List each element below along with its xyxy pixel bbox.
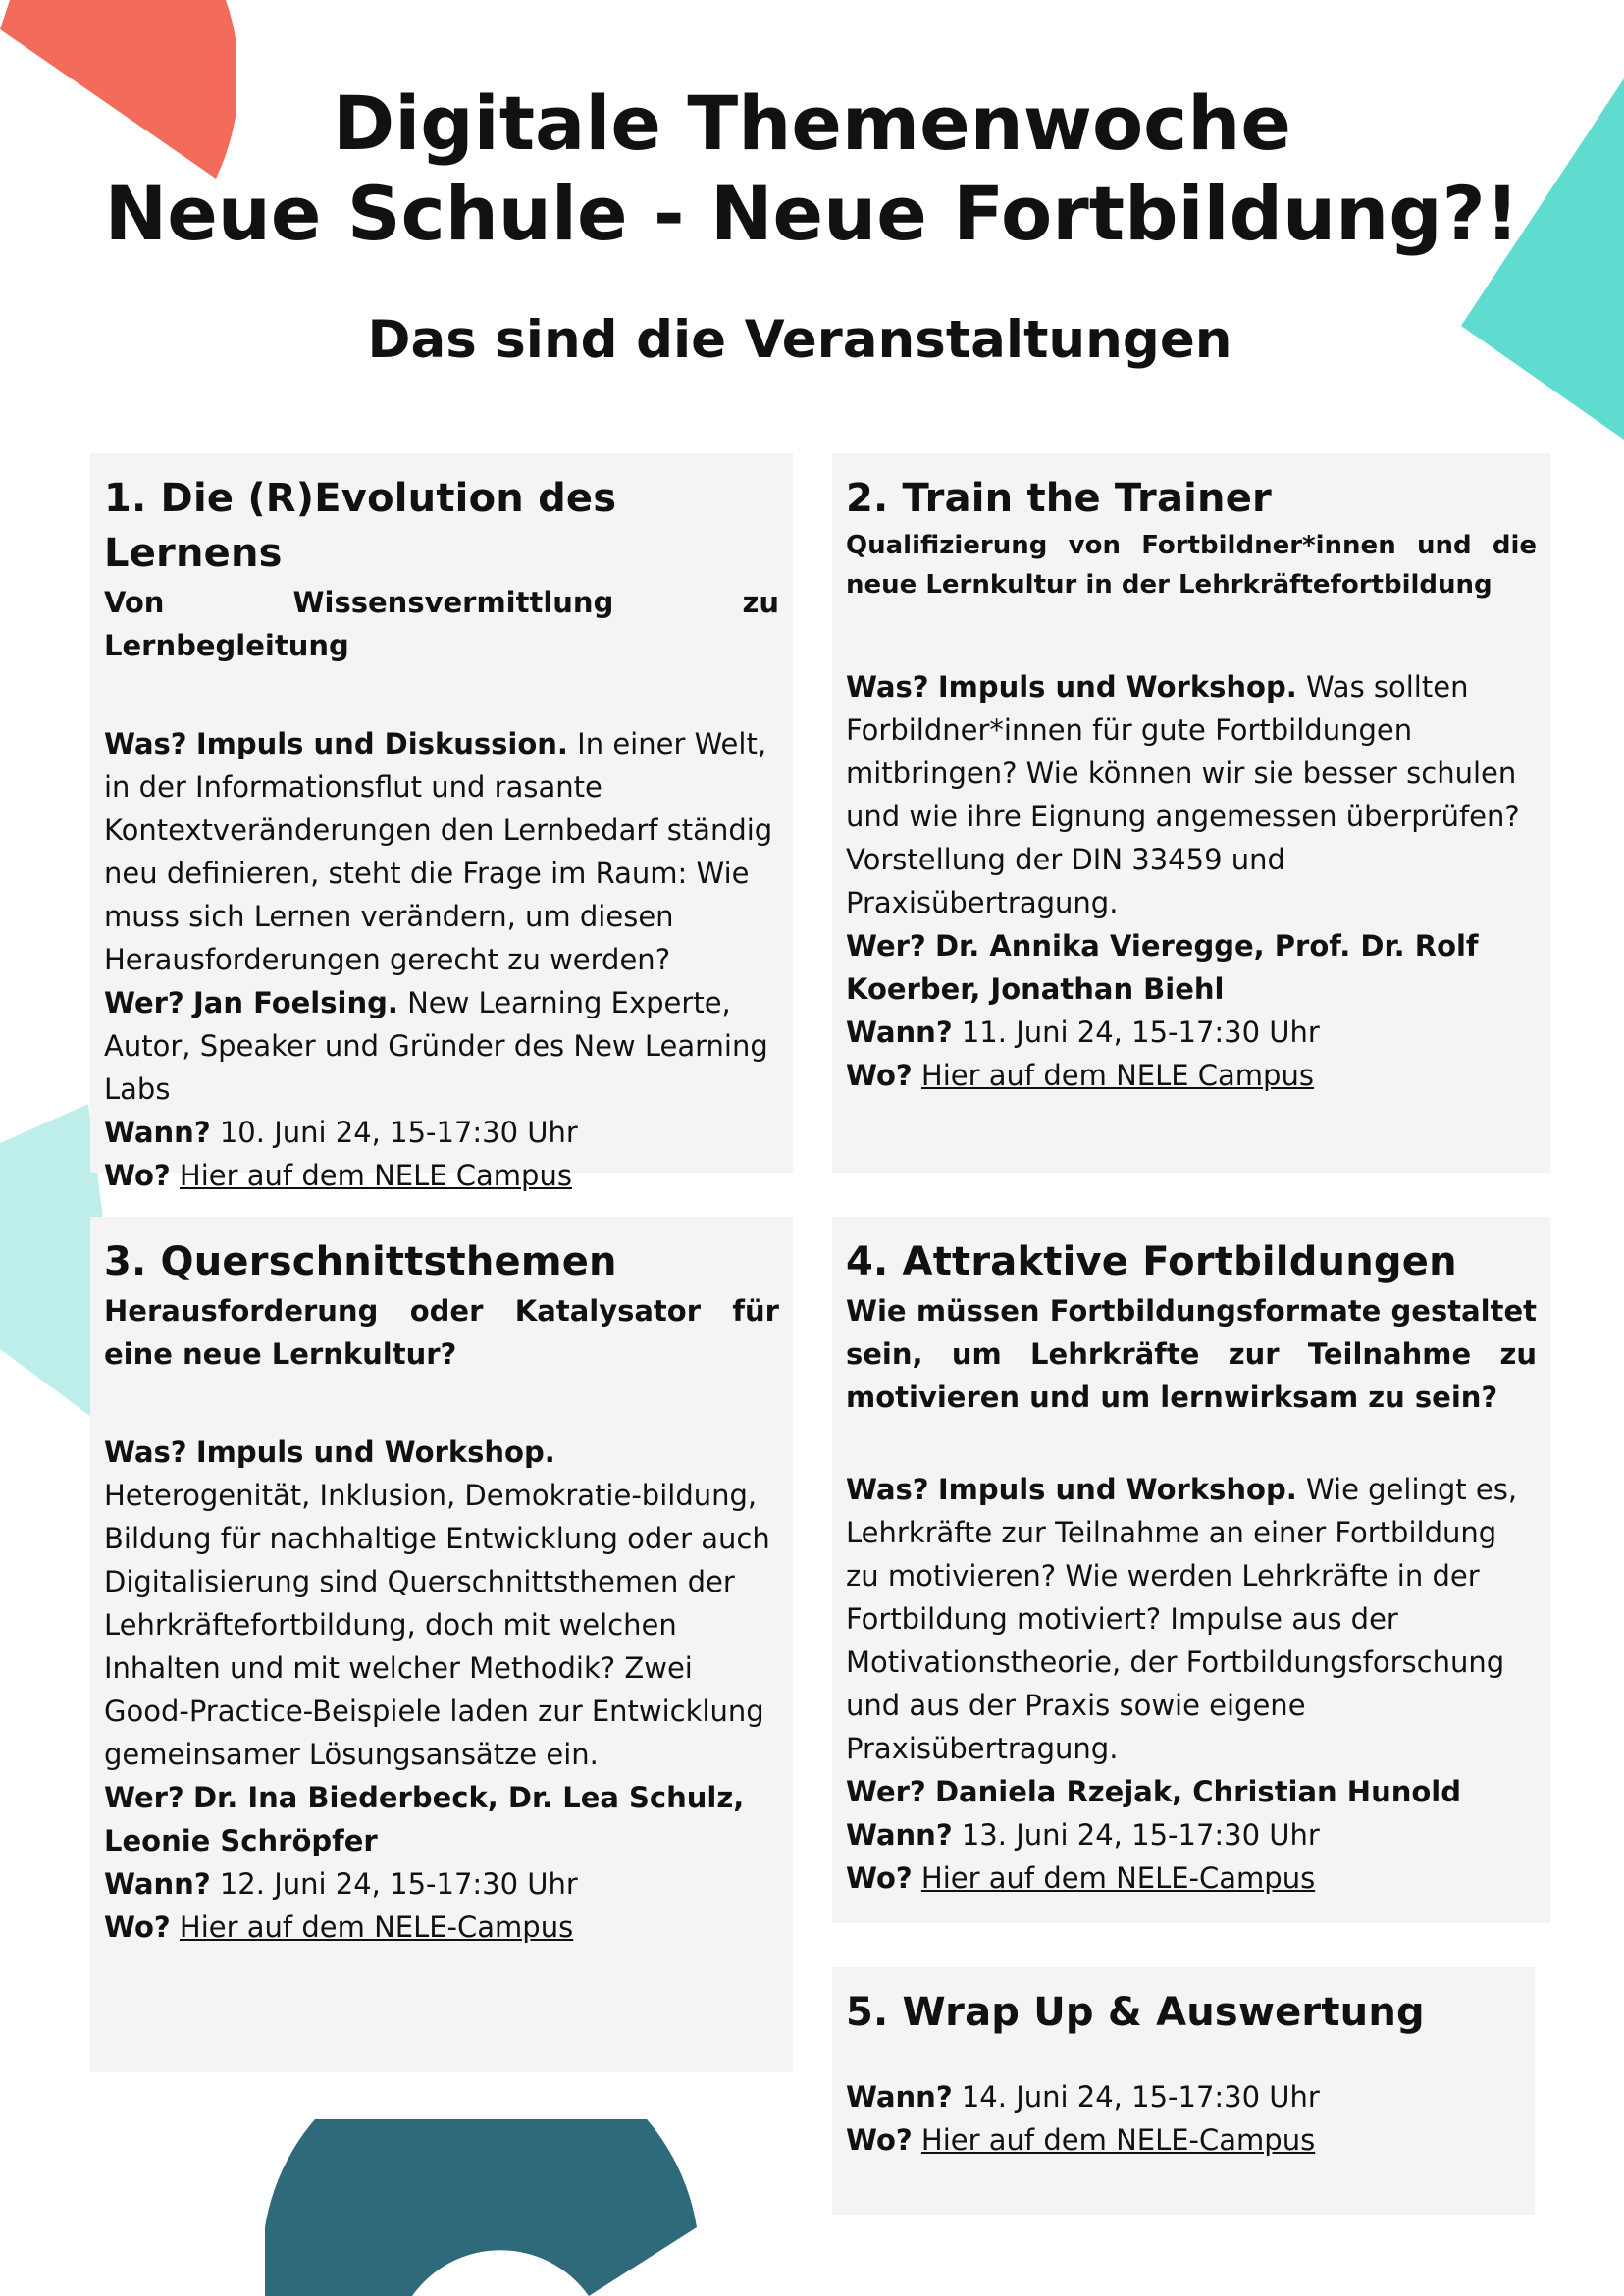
event-card-1 (90, 453, 793, 1192)
event-wann (104, 1111, 779, 1154)
wer-label: Wer? (104, 1781, 184, 1814)
event-card-4 (832, 1217, 1550, 1923)
wo-label: Wo? (846, 1059, 913, 1092)
event-title: 2. Train the Trainer (846, 476, 1272, 521)
wann-text: 11. Juni 24, 15-17:30 Uhr (961, 1016, 1320, 1049)
wann-label: Wann? (104, 1867, 211, 1901)
was-type: Impuls und Workshop. (195, 1435, 555, 1469)
wer-label: Wer? (846, 929, 926, 963)
event-title: 5. Wrap Up & Auswertung (846, 1990, 1425, 2035)
event-card-5 (832, 1967, 1535, 2215)
wann-text: 10. Juni 24, 15-17:30 Uhr (219, 1116, 578, 1149)
event-wo (104, 1905, 779, 1949)
campus-link[interactable]: Hier auf dem NELE-Campus (179, 1910, 574, 1944)
wann-label: Wann? (104, 1116, 211, 1149)
event-details (846, 665, 1537, 1097)
event-wo (846, 1856, 1537, 1900)
event-details (104, 1431, 779, 1949)
page-subtitle: Das sind die Veranstaltungen (367, 310, 1232, 370)
wer-names: Jan Foelsing. (192, 986, 398, 1019)
event-subtitle: Qualifizierung von Fortbildner*innen und die neue Lernkultur in der Lehrkräftefortbildung (846, 531, 1537, 600)
campus-link[interactable]: Hier auf dem NELE Campus (920, 1059, 1314, 1092)
wann-label: Wann? (846, 1016, 953, 1049)
wann-text: 13. Juni 24, 15-17:30 Uhr (961, 1818, 1320, 1852)
event-wo (846, 1054, 1537, 1097)
was-type: Impuls und Diskussion. (195, 727, 568, 760)
was-type: Impuls und Workshop. (937, 1473, 1297, 1506)
event-wo (104, 1154, 779, 1197)
was-label: Was? (846, 1473, 929, 1506)
event-wann (846, 1011, 1537, 1054)
wann-text: 12. Juni 24, 15-17:30 Uhr (219, 1867, 578, 1901)
event-card-3 (90, 1217, 793, 2072)
was-text: Was sollten Forbildner*innen für gute Fortbildungen mitbringen? Wie können wir sie besser schulen und wie ihre Eignung angemessen überprüfen? Vorstellung der DIN 33459 und Praxisübertragung. (846, 670, 1520, 919)
wer-label: Wer? (104, 986, 184, 1019)
wann-text: 14. Juni 24, 15-17:30 Uhr (961, 2080, 1320, 2113)
event-title: 3. Querschnittsthemen (104, 1239, 617, 1284)
was-text: Heterogenität, Inklusion, Demokratie-bildung, Bildung für nachhaltige Entwicklung oder auch Digitalisierung sind Querschnittsthemen der Lehrkräftefortbildung, doch mit welchen Inhalten und mit welcher Methodik? Zwei Good-Practice-Beispiele laden zur Entwicklung gemeinsamer Lösungsansätze ein. (104, 1479, 770, 1771)
was-text: In einer Welt, in der Informationsflut und rasante Kontextveränderungen den Lernbedarf ständig neu definieren, steht die Frage im Raum: Wie muss sich Lernen verändern, um diesen Herausforderungen gerecht zu werden? (104, 727, 773, 976)
wann-label: Wann? (846, 1818, 953, 1852)
wer-text: New Learning Experte, Autor, Speaker und Gründer des New Learning Labs (104, 986, 768, 1106)
event-wer (846, 924, 1537, 1011)
wo-label: Wo? (846, 2123, 913, 2157)
event-details (104, 722, 779, 1197)
event-details (846, 2075, 1521, 2162)
wo-label: Wo? (846, 1861, 913, 1895)
wo-label: Wo? (104, 1159, 171, 1192)
event-wann (846, 1813, 1537, 1856)
event-title: 4. Attraktive Fortbildungen (846, 1239, 1457, 1284)
was-label: Was? (104, 1435, 187, 1469)
wann-label: Wann? (846, 2080, 953, 2113)
event-was (104, 1431, 779, 1776)
event-subtitle: Wie müssen Fortbildungsformate gestaltet sein, um Lehrkräfte zur Teilnahme zu motivieren und um lernwirksam zu sein? (846, 1294, 1537, 1414)
event-wer (104, 1776, 779, 1862)
was-type: Impuls und Workshop. (937, 670, 1297, 704)
wer-names: Dr. Annika Vieregge, Prof. Dr. Rolf Koerber, Jonathan Biehl (846, 929, 1479, 1006)
page-title (0, 78, 1624, 259)
page-title-line-2: Neue Schule - Neue Fortbildung?! (104, 170, 1520, 257)
wer-names: Dr. Ina Biederbeck, Dr. Lea Schulz, Leonie Schröpfer (104, 1781, 745, 1857)
event-subtitle: Von Wissensvermittlung zu Lernbegleitung (104, 586, 779, 662)
event-subtitle: Herausforderung oder Katalysator für eine neue Lernkultur? (104, 1294, 779, 1371)
event-title: 1. Die (R)Evolution des Lernens (104, 476, 617, 576)
event-card-2 (832, 453, 1550, 1173)
event-wann (104, 1862, 779, 1905)
wer-label: Wer? (846, 1775, 926, 1808)
was-text: Wie gelingt es, Lehrkräfte zur Teilnahme an einer Fortbildung zu motivieren? Wie werden Lehrkräfte in der Fortbildung motiviert? Impulse aus der Motivationstheorie, der Fortbildungsforschung und aus der Praxis sowie eigene Praxisübertragung. (846, 1473, 1518, 1765)
campus-link[interactable]: Hier auf dem NELE-Campus (920, 1861, 1316, 1895)
event-was (846, 1468, 1537, 1770)
event-was (846, 665, 1537, 924)
event-details (846, 1468, 1537, 1900)
petrol-ring-shape (265, 2119, 716, 2296)
was-label: Was? (104, 727, 187, 760)
was-label: Was? (846, 670, 929, 704)
wo-label: Wo? (104, 1910, 171, 1944)
event-wann (846, 2075, 1521, 2118)
event-wer (104, 981, 779, 1111)
event-was (104, 722, 779, 981)
wer-names: Daniela Rzejak, Christian Hunold (934, 1775, 1461, 1808)
page-title-line-1: Digitale Themenwoche (333, 79, 1291, 167)
event-wo (846, 2118, 1521, 2162)
event-wer (846, 1770, 1537, 1813)
campus-link[interactable]: Hier auf dem NELE Campus (179, 1159, 572, 1192)
campus-link[interactable]: Hier auf dem NELE-Campus (920, 2123, 1316, 2157)
